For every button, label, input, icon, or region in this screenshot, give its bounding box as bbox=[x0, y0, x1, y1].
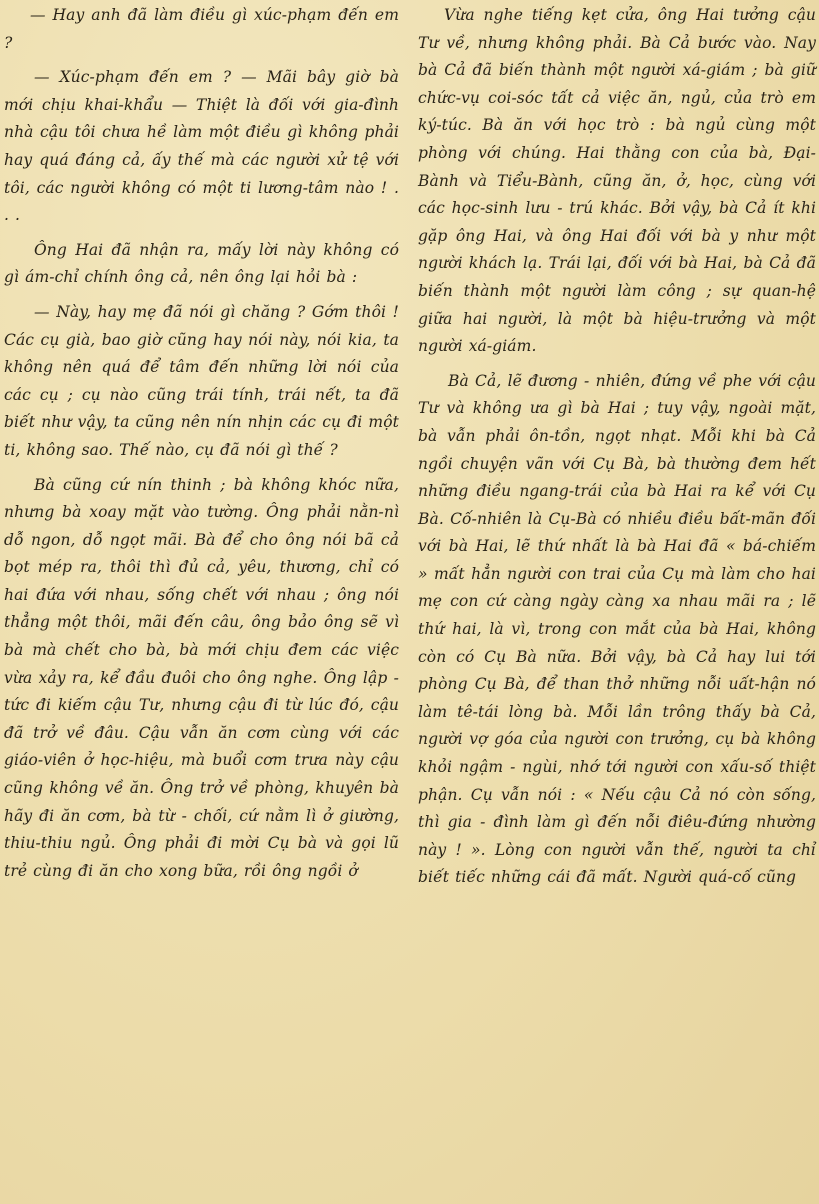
right-column bbox=[418, 2, 816, 899]
left-column bbox=[4, 2, 399, 892]
left-paragraph-1: — Hay anh đã làm điều gì xúc-phạm đến em ? bbox=[4, 6, 399, 52]
left-paragraph-5: Bà cũng cứ nín thinh ; bà không khóc nữa, nhưng bà xoay mặt vào tường. Ông phải nằn-nì dỗ ngon, dỗ ngọt mãi. Bà để cho ông nói bã cả bọt mép ra, thôi thì đủ cả, yêu, thương, chỉ có hai đứa với nhau, sống chết với nhau ; ông nói thẳng một thôi, mãi đến câu, ông bảo ông sẽ vì bà mà chết cho bà, bà mới chịu đem các việc vừa xảy ra, kể đầu đuôi cho ông nghe. Ông lập - tức đi kiếm cậu Tư, nhưng cậu đi từ lúc đó, cậu đã trở về đâu. Cậu vẫn ăn cơm cùng với các giáo-viên ở học-hiệu, mà buổi cơm trưa này cậu cũng không về ăn. Ông trở về phòng, khuyên bà hãy đi ăn cơm, bà từ - chối, cứ nằm lì ở giường, thiu-thiu ngủ. Ông phải đi mời Cụ bà và gọi lũ trẻ cùng đi ăn cho xong bữa, rồi ông ngồi ở bbox=[4, 475, 399, 880]
right-paragraph-2: Bà Cả, lẽ đương - nhiên, đứng về phe với cậu Tư và không ưa gì bà Hai ; tuy vậy, ngoài mặt, bà vẫn phải ôn-tồn, ngọt nhạt. Mỗi khi bà Cả ngồi chuyện vãn với Cụ Bà, bà thường đem hết những điều ngang-trái của bà Hai ra kể với Cụ Bà. Cố-nhiên là Cụ-Bà có nhiều điều bất-mãn đối với bà Hai, lẽ thứ nhất là bà Hai đã « bá-chiếm » mất hẳn người con trai của Cụ mà làm cho hai mẹ con cứ càng ngày càng xa nhau mãi ra ; lẽ thứ hai, là vì, trong con mắt của bà Hai, không còn có Cụ Bà nữa. Bởi vậy, bà Cả hay lui tới phòng Cụ Bà, để than thở những nỗi uất-hận nó làm tê-tái lòng bà. Mỗi lần trông thấy bà Cả, người vợ góa của người con trưởng, cụ bà không khỏi ngậm - ngùi, nhớ tới người con xấu-số thiệt phận. Cụ vẫn nói : « Nếu cậu Cả nó còn sống, thì gia - đình làm gì đến nỗi điêu-đứng nhường này ! ». Lòng con người vẫn thế, người ta chỉ biết tiếc những cái đã mất. Người quá-cố cũng bbox=[418, 371, 816, 887]
left-paragraph-3: Ông Hai đã nhận ra, mấy lời này không có gì ám-chỉ chính ông cả, nên ông lại hỏi bà : bbox=[4, 240, 399, 287]
right-paragraph-1: Vừa nghe tiếng kẹt cửa, ông Hai tưởng cậu Tư về, nhưng không phải. Bà Cả bước vào. Nay bà Cả đã biến thành một người xá-giám ; bà giữ chức-vụ coi-sóc tất cả việc ăn, ngủ, của trò em ký-túc. Bà ăn với học trò : bà ngủ cùng một phòng với chúng. Hai thằng con của bà, Đại-Bành và Tiểu-Bành, cũng ăn, ở, học, cùng với các học-sinh lưu - trú khác. Bởi vậy, bà Cả ít khi gặp ông Hai, và ông Hai đối với bà y như một người khách lạ. Trái lại, đối với bà Hai, bà Cả đã biến thành một người làm công ; sự quan-hệ giữa hai người, là một bà hiệu-trưởng và một người xá-giám. bbox=[418, 6, 816, 356]
left-paragraph-4: — Này, hay mẹ đã nói gì chăng ? Gớm thôi ! Các cụ già, bao giờ cũng hay nói này, nói kia, ta không nên quá để tâm đến những lời nói của các cụ ; cụ nào cũng trái tính, trái nết, ta đã biết như vậy, ta cũng nên nín nhịn các cụ đi một ti, không sao. Thế nào, cụ đã nói gì thế ? bbox=[4, 302, 399, 459]
left-paragraph-2: — Xúc-phạm đến em ? — Mãi bây giờ bà mới chịu khai-khẩu — Thiệt là đối với gia-đình nhà cậu tôi chưa hề làm một điều gì không phải hay quá đáng cả, ấy thế mà các người xử tệ với tôi, các người không có một ti lương-tâm nào ! . . . bbox=[4, 68, 399, 225]
